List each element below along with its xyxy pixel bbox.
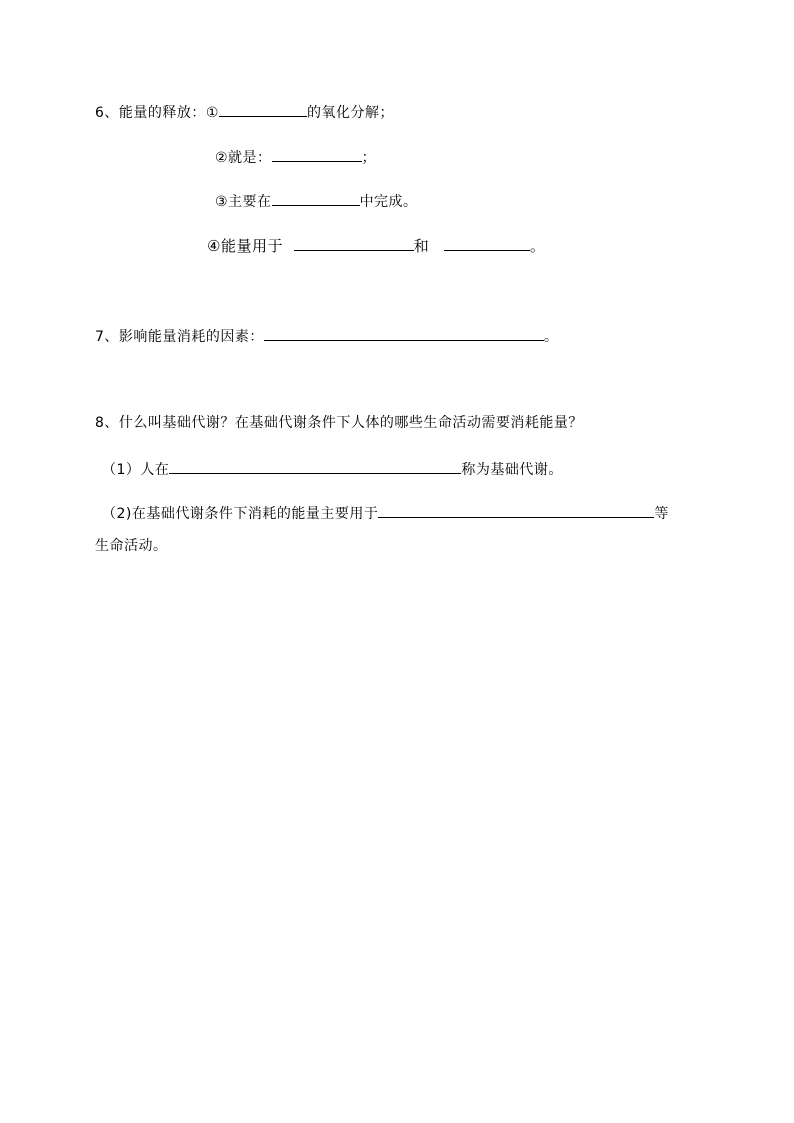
- q6-line4-prefix: ④能量用于: [207, 237, 283, 255]
- q8-part2: [102, 502, 669, 522]
- q6-blank-3[interactable]: [272, 190, 360, 206]
- q6-line4: [207, 235, 546, 255]
- q8-part1-prefix: （1）人在: [102, 462, 170, 478]
- q7-prefix: 7、影响能量消耗的因素：: [95, 329, 264, 345]
- q6-prefix: 6、能量的释放：①: [95, 105, 219, 121]
- q8-part2-suffix: 等: [654, 506, 669, 522]
- q8-part1-suffix: 称为基础代谢。: [461, 462, 563, 478]
- q8-blank-2[interactable]: [378, 502, 654, 518]
- q8-part2-prefix: （2)在基础代谢条件下消耗的能量主要用于: [102, 506, 379, 522]
- q6-line3-prefix: ③主要在: [215, 194, 272, 210]
- q8-part2-continuation-text: 生命活动。: [95, 538, 168, 554]
- q8-part2-continuation: [95, 536, 168, 556]
- q6-blank-5[interactable]: [444, 235, 530, 251]
- q6-blank-1[interactable]: [219, 101, 307, 117]
- q6-blank-2[interactable]: [272, 146, 362, 162]
- q6-line4-suffix: 。: [530, 237, 546, 255]
- q6-line2-suffix: ；: [361, 150, 377, 166]
- q6-line2: [215, 146, 376, 166]
- q7-blank[interactable]: [264, 325, 544, 341]
- q6-blank-4[interactable]: [294, 235, 414, 251]
- q6-line3-suffix: 中完成。: [359, 194, 418, 210]
- q6-line4-middle: 和: [413, 237, 430, 255]
- q6-line2-prefix: ②就是：: [215, 150, 272, 166]
- q6-line1: [95, 101, 394, 121]
- q8-question: [95, 413, 583, 433]
- q6-suffix: 的氧化分解；: [306, 105, 394, 121]
- q7-line: [95, 325, 558, 345]
- q7-suffix: 。: [543, 329, 559, 345]
- q6-line3: [215, 190, 418, 210]
- q8-question-text: 8、什么叫基础代谢？在基础代谢条件下人体的哪些生命活动需要消耗能量？: [95, 415, 583, 431]
- q8-blank-1[interactable]: [169, 458, 461, 474]
- q8-part1: [102, 458, 563, 478]
